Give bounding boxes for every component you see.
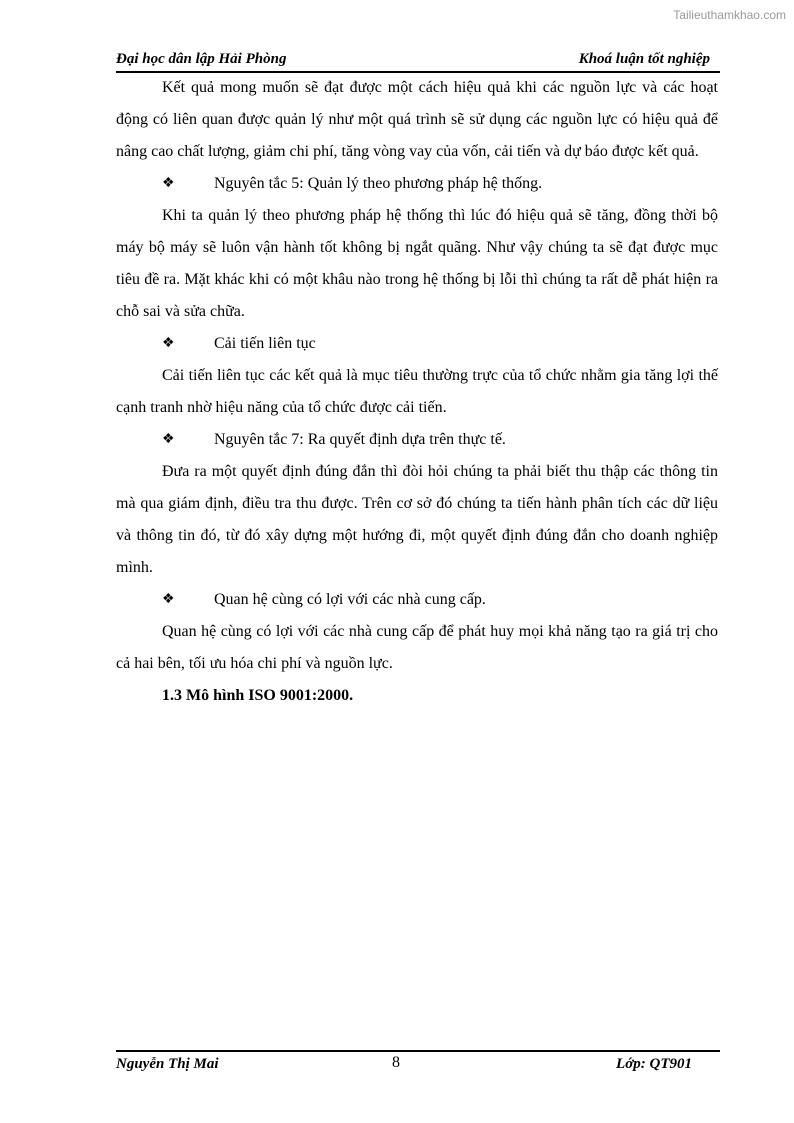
bullet-text: Nguyên tắc 7: Ra quyết định dựa trên thực tế. [214, 431, 506, 448]
diamond-bullet-icon: ❖ [162, 592, 175, 607]
bullet-item-4 [116, 584, 718, 616]
header-thesis-title: Khoá luận tốt nghiệp [578, 51, 710, 67]
document-body [116, 72, 718, 712]
watermark-text: Tailieuthamkhao.com [673, 8, 786, 22]
paragraph-5: Quan hệ cùng có lợi với các nhà cung cấp để phát huy mọi khả năng tạo ra giá trị cho cả hai bên, tối ưu hóa chi phí và nguồn lực. [116, 623, 718, 672]
bullet-text: Quan hệ cùng có lợi với các nhà cung cấp. [214, 591, 486, 608]
bullet-item-2 [116, 328, 718, 360]
page-header [116, 51, 720, 73]
footer-author: Nguyễn Thị Mai [116, 1056, 219, 1072]
paragraph-3: Cải tiến liên tục các kết quả là mục tiêu thường trực của tổ chức nhằm gia tăng lợi thế cạnh tranh nhờ hiệu năng của tổ chức được cải tiến. [116, 367, 718, 416]
diamond-bullet-icon: ❖ [162, 432, 175, 447]
bullet-item-3 [116, 424, 718, 456]
paragraph-4: Đưa ra một quyết định đúng đắn thì đòi hỏi chúng ta phải biết thu thập các thông tin mà qua giám định, điều tra thu được. Trên cơ sở đó chúng ta tiến hành phân tích các dữ liệu và thông tin đó, từ đó xây dựng một hướng đi, một quyết định đúng đắn cho doanh nghiệp mình. [116, 463, 718, 576]
diamond-bullet-icon: ❖ [162, 176, 175, 191]
diamond-bullet-icon: ❖ [162, 336, 175, 351]
paragraph-2: Khi ta quản lý theo phương pháp hệ thống thì lúc đó hiệu quả sẽ tăng, đồng thời bộ máy bộ máy sẽ luôn vận hành tốt không bị ngắt quãng. Như vậy chúng ta sẽ đạt được mục tiêu đề ra. Mặt khác khi có một khâu nào trong hệ thống bị lỗi thì chúng ta rất dễ phát hiện ra chỗ sai và sửa chữa. [116, 207, 718, 320]
footer-class: Lớp: QT901 [616, 1056, 692, 1072]
paragraph-1: Kết quả mong muốn sẽ đạt được một cách hiệu quả khi các nguồn lực và các hoạt động có liên quan được quản lý như một quá trình sẽ sử dụng các nguồn lực có hiệu quả để nâng cao chất lượng, giảm chi phí, tăng vòng vay của vốn, cải tiến và dự báo được kết quả. [116, 79, 718, 160]
section-heading: 1.3 Mô hình ISO 9001:2000. [162, 687, 354, 704]
bullet-item-1 [116, 168, 718, 200]
header-university: Đại học dân lập Hải Phòng [116, 51, 287, 67]
page-number: 8 [392, 1054, 400, 1071]
bullet-text: Nguyên tắc 5: Quản lý theo phương pháp hệ thống. [214, 175, 543, 192]
bullet-text: Cải tiến liên tục [214, 335, 316, 352]
page-footer [116, 1050, 720, 1082]
